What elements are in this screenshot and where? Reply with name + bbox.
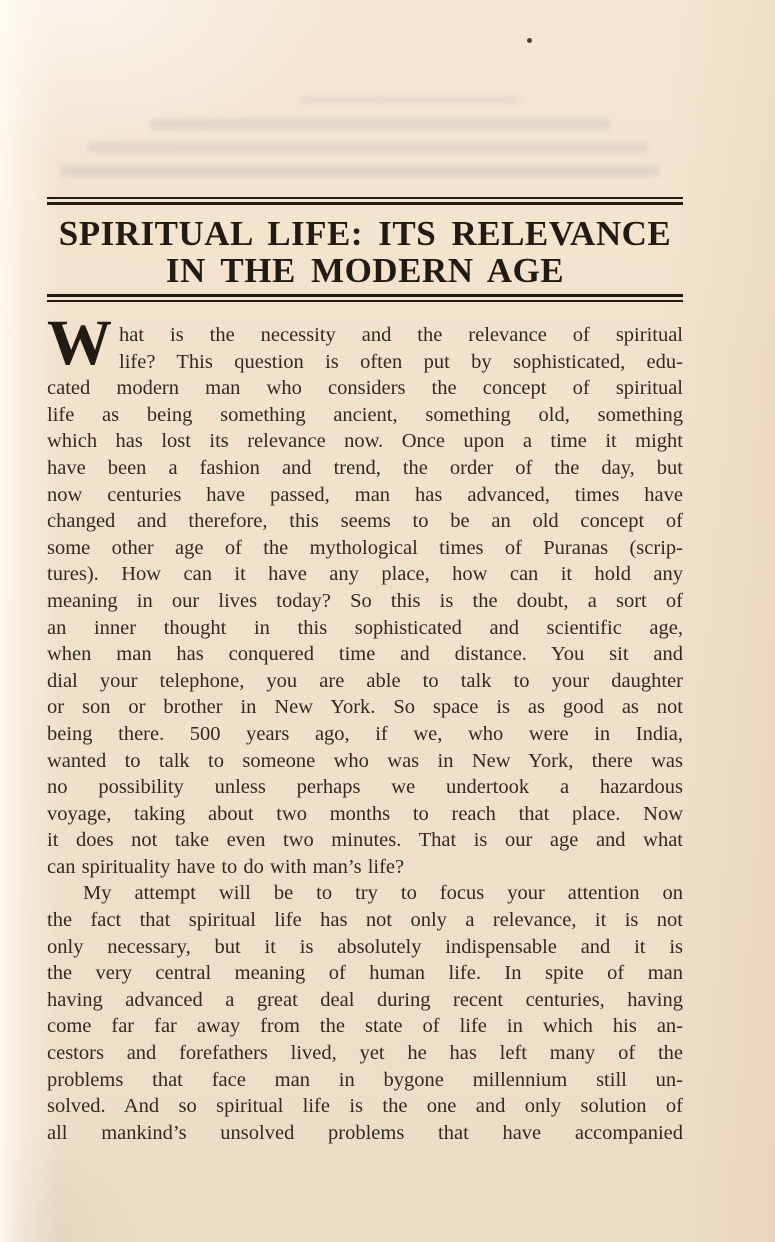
text-line: having advanced a great deal during recent centuries, having <box>47 988 683 1011</box>
showthrough-ghost-line <box>300 96 520 105</box>
text-line: all mankind’s unsolved problems that have accompanied <box>47 1121 683 1144</box>
paragraph <box>47 307 683 880</box>
text-line: being there. 500 years ago, if we, who were in India, <box>47 722 683 745</box>
text-line: cated modern man who considers the concept of spiritual <box>47 377 683 400</box>
page-title <box>47 216 683 289</box>
text-line: hat is the necessity and the relevance of spiritual <box>119 324 683 346</box>
text-line: life as being something ancient, something old, something <box>47 403 683 426</box>
showthrough-ghost-line <box>88 142 648 153</box>
text-line: changed and therefore, this seems to be an old concept of <box>47 510 683 533</box>
heading-rule-top <box>47 197 683 205</box>
showthrough-ghost-line <box>60 165 660 177</box>
text-line: or son or brother in New York. So space is as good as not <box>47 696 683 719</box>
text-line: it does not take even two minutes. That is our age and what <box>47 829 683 852</box>
text-line: some other age of the mythological times of Puranas (scrip- <box>47 536 683 559</box>
title-line-2: IN THE MODERN AGE <box>165 250 565 290</box>
page-content <box>47 197 683 1146</box>
text-line: come far far away from the state of life in which his an- <box>47 1015 683 1038</box>
text-line: dial your telephone, you are able to talk to your daughter <box>47 669 683 692</box>
text-line: no possibility unless perhaps we undertook a hazardous <box>47 776 683 799</box>
text-line: tures). How can it have any place, how can it hold any <box>47 563 683 586</box>
drop-cap: W <box>47 307 112 379</box>
text-line: life? This question is often put by sophisticated, edu- <box>119 350 683 373</box>
chapter-heading <box>47 197 683 302</box>
text-line: which has lost its relevance now. Once upon a time it might <box>47 430 683 453</box>
text-line: the fact that spiritual life has not only a relevance, it is not <box>47 909 683 932</box>
paragraph <box>47 880 683 1146</box>
text-line: wanted to talk to someone who was in New York, there was <box>47 749 683 772</box>
text-line: the very central meaning of human life. In spite of man <box>47 962 683 985</box>
text-line: when man has conquered time and distance. You sit and <box>47 643 683 666</box>
text-line: voyage, taking about two months to reach that place. Now <box>47 802 683 825</box>
text-line: My attempt will be to try to focus your attention on <box>83 882 683 905</box>
title-line-1: SPIRITUAL LIFE: ITS RELEVANCE <box>58 214 672 253</box>
text-line: meaning in our lives today? So this is the doubt, a sort of <box>47 589 683 612</box>
text-line: can spirituality have to do with man’s life? <box>47 855 405 878</box>
text-line: solved. And so spiritual life is the one and only solution of <box>47 1095 683 1118</box>
text-line: an inner thought in this sophisticated and scientific age, <box>47 616 683 639</box>
text-line: now centuries have passed, man has advanced, times have <box>47 483 683 506</box>
text-line: problems that face man in bygone millennium still un- <box>47 1068 683 1091</box>
heading-rule-bottom <box>47 294 683 302</box>
text-line: cestors and forefathers lived, yet he has left many of the <box>47 1042 683 1065</box>
body-text <box>47 307 683 1146</box>
ink-speck <box>527 38 532 43</box>
text-line: only necessary, but it is absolutely indispensable and it is <box>47 935 683 958</box>
text-line: have been a fashion and trend, the order of the day, but <box>47 456 683 479</box>
showthrough-ghost-line <box>150 119 610 130</box>
